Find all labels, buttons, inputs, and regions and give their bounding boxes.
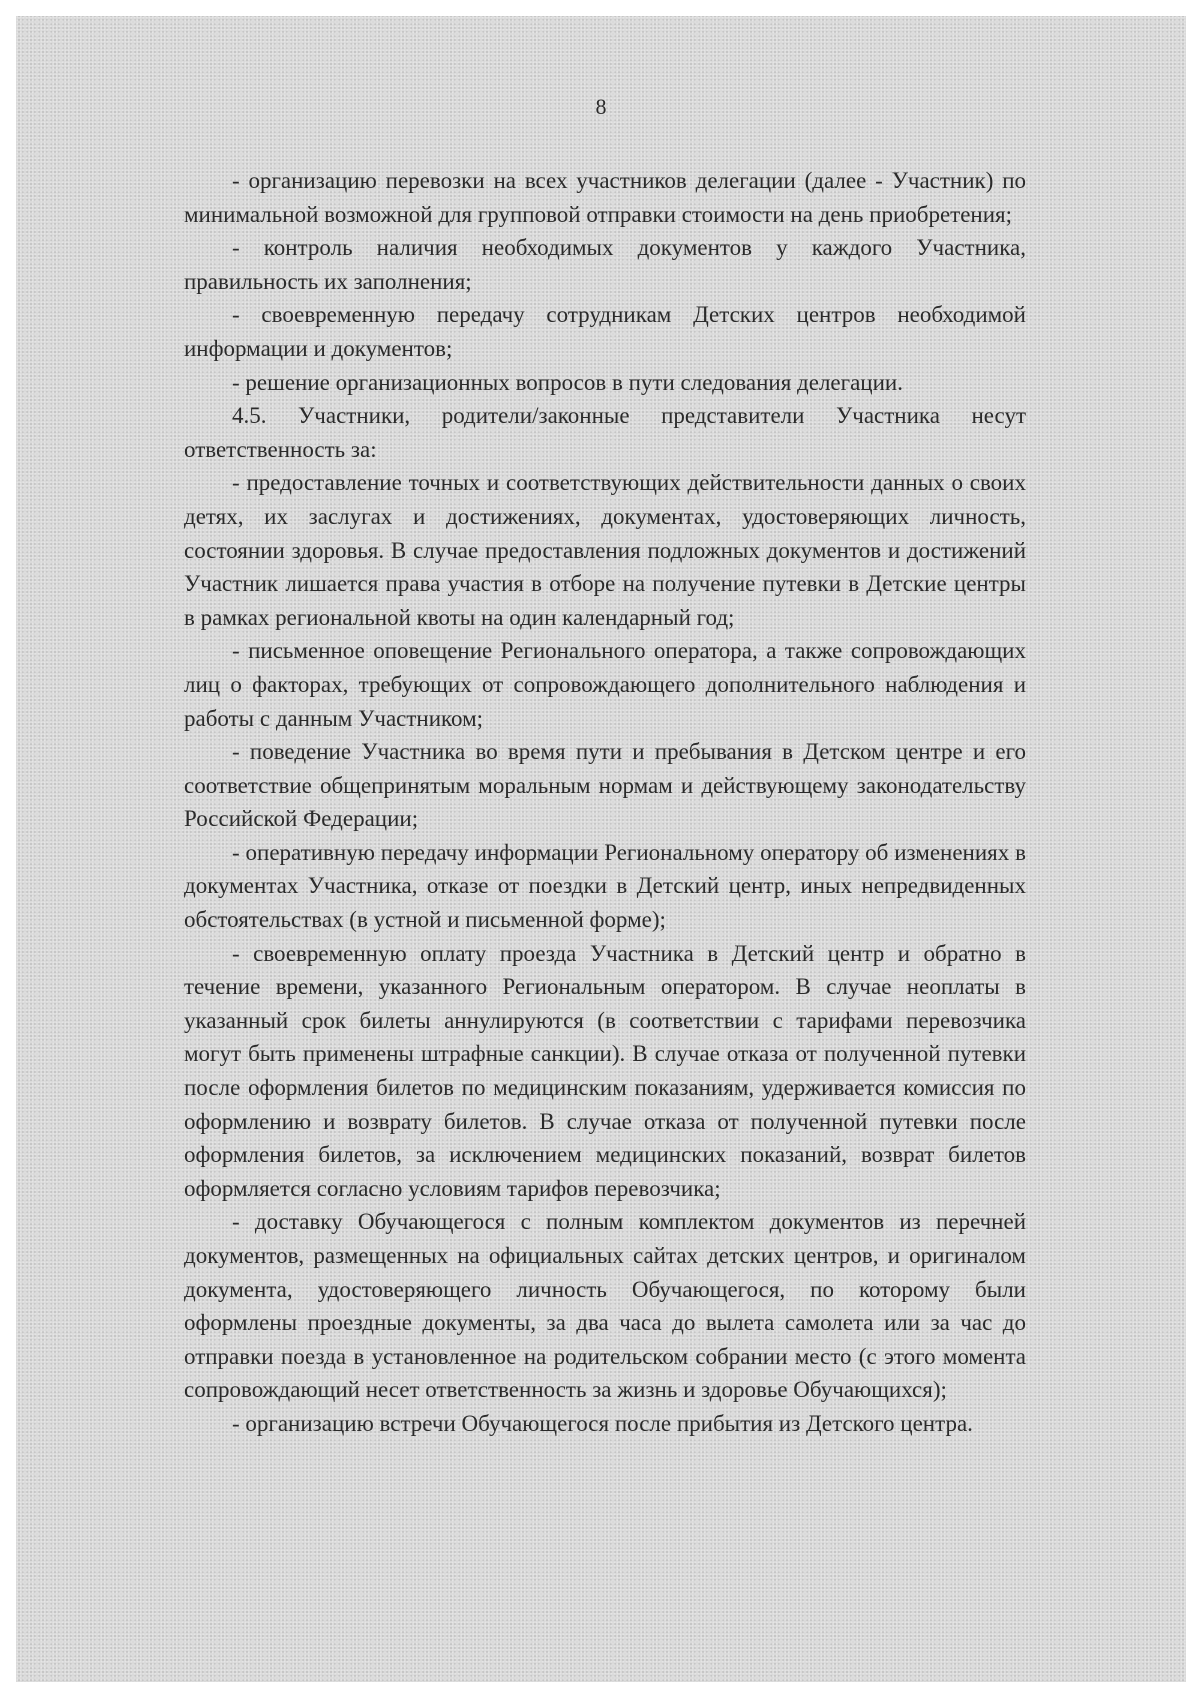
paragraph: - поведение Участника во время пути и пребывания в Детском центре и его соответствие общепринятым моральным нормам и действующему законодательству Российской Федерации; xyxy=(184,739,1026,832)
paragraph: - предоставление точных и соответствующих действительности данных о своих детях, их заслугах и достижениях, документах, удостоверяющих личность, состоянии здоровья. В случае предоставления подложных документов и достижений Участник лишается права участия в отборе на получение путевки в Детские центры в рамках региональной квоты на один календарный год; xyxy=(184,470,1026,630)
page-number: 8 xyxy=(595,94,607,119)
paragraph: - своевременную оплату проезда Участника в Детский центр и обратно в течение времени, указанного Региональным оператором. В случае неоплаты в указанный срок билеты аннулируются (в соответствии с тарифами перевозчика могут быть применены штрафные санкции). В случае отказа от полученной путевки после оформления билетов по медицинским показаниям, удерживается комиссия по оформлению и возврату билетов. В случае отказа от полученной путевки после оформления билетов, за исключением медицинских показаний, возврат билетов оформляется согласно условиям тарифов перевозчика; xyxy=(184,940,1026,1201)
paragraph: - решение организационных вопросов в пути следования делегации. xyxy=(232,369,903,395)
paragraph: - контроль наличия необходимых документов у каждого Участника, правильность их заполнения; xyxy=(184,235,1026,294)
paragraph: - доставку Обучающегося с полным комплектом документов из перечней документов, размещенных на официальных сайтах детских центров, и оригиналом документа, удостоверяющего личность Обучающегося, по которому были оформлены проездные документы, за два часа до вылета самолета или за час до отправки поезда в установленное на родительском собрании место (с этого момента сопровождающий несет ответственность за жизнь и здоровье Обучающихся); xyxy=(184,1209,1026,1403)
paragraph: - организацию перевозки на всех участников делегации (далее - Участник) по минимальной возможной для групповой отправки стоимости на день приобретения; xyxy=(184,168,1026,227)
paragraph: - оперативную передачу информации Региональному оператору об изменениях в документах Участника, отказе от поездки в Детский центр, иных непредвиденных обстоятельствах (в устной и письменной форме); xyxy=(184,839,1026,933)
paragraph: - организацию встречи Обучающегося после прибытия из Детского центра. xyxy=(232,1410,973,1436)
paragraph: - письменное оповещение Регионального оператора, а также сопровождающих лиц о факторах, требующих от сопровождающего дополнительного наблюдения и работы с данным Участником; xyxy=(184,638,1026,731)
document-body xyxy=(184,164,1026,1441)
scanned-page xyxy=(16,16,1186,1682)
section-paragraph: 4.5. Участники, родители/законные представители Участника несут ответственность за: xyxy=(184,403,1026,462)
paragraph: - своевременную передачу сотрудникам Детских центров необходимой информации и документов; xyxy=(184,302,1026,361)
